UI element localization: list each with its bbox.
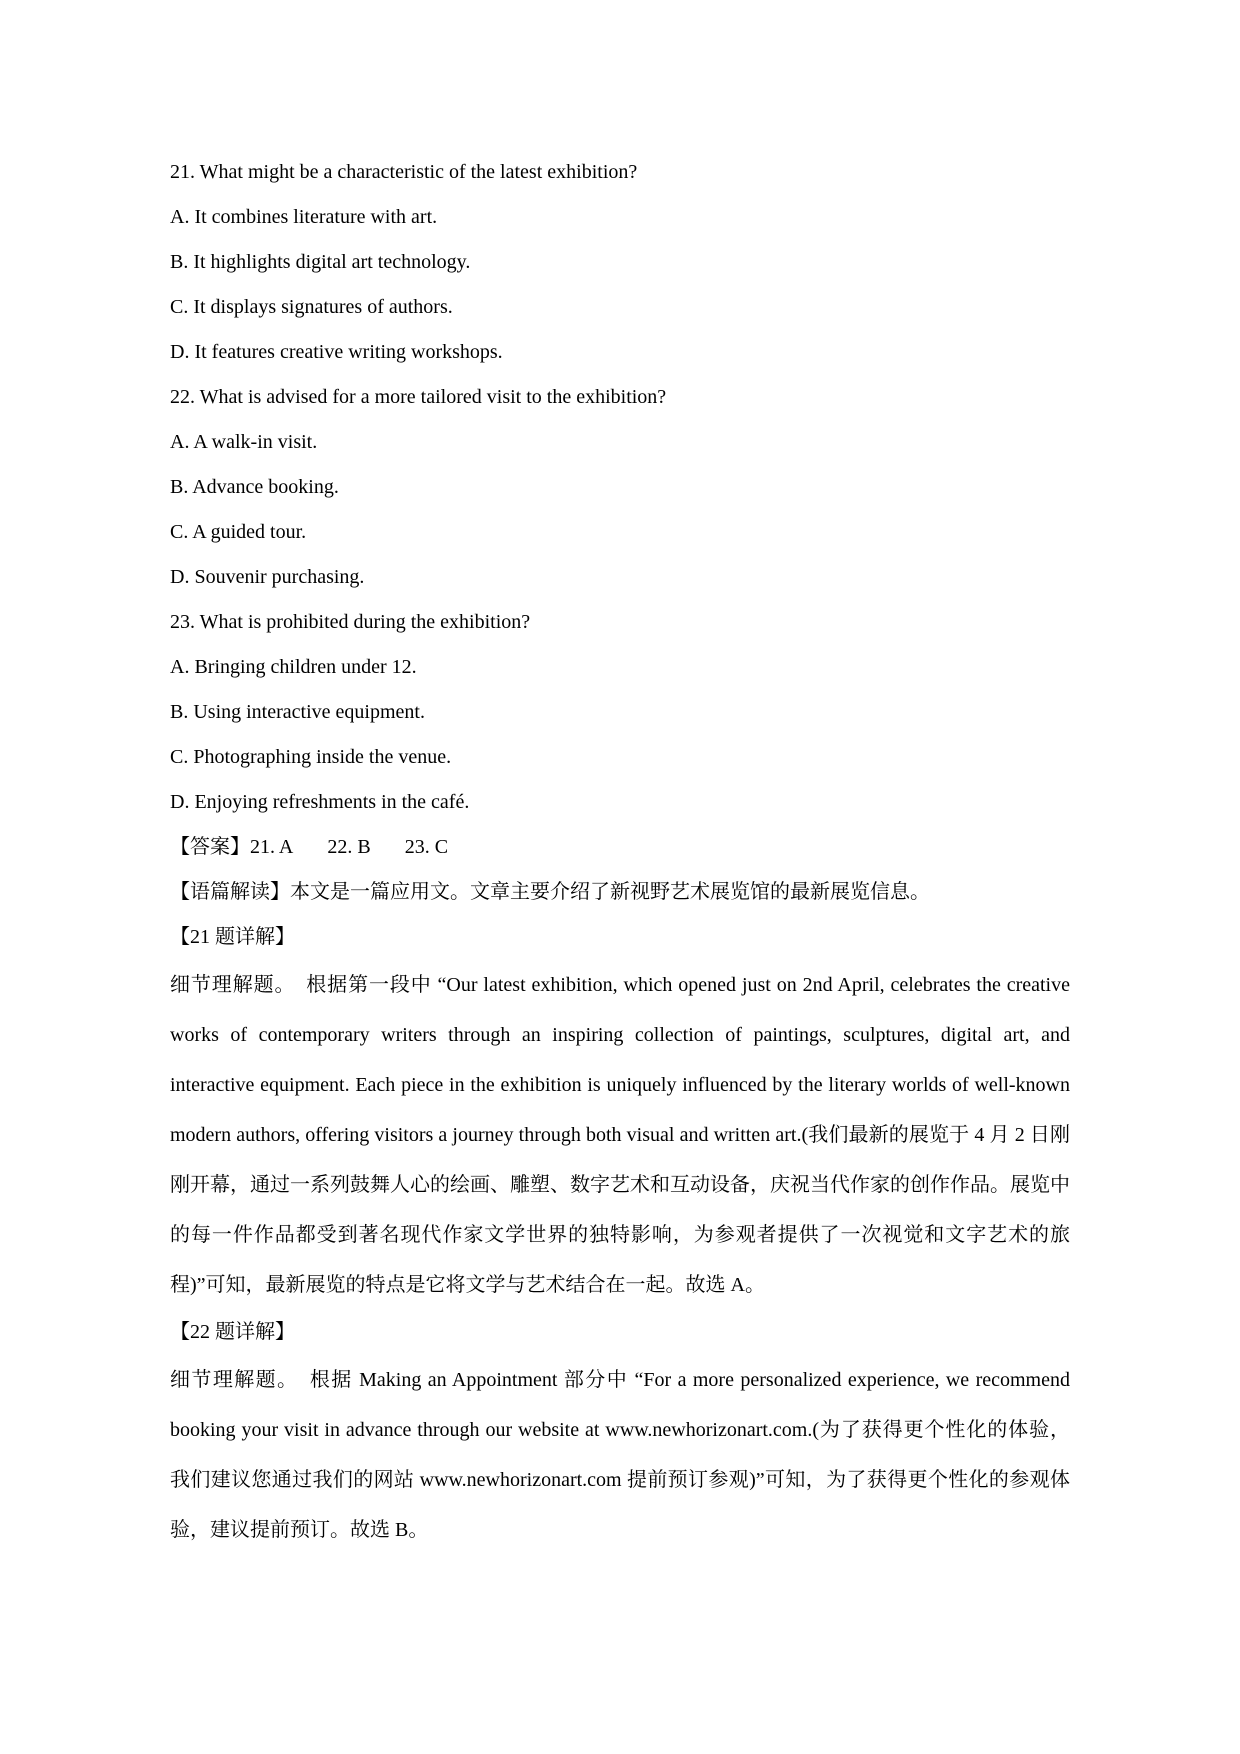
explanation-q21-section [170,915,1070,1310]
explanation-q22-heading: 【22 题详解】 [170,1321,295,1343]
explanation-q21-heading: 【21 题详解】 [170,926,295,948]
question-22-option-c: C. A guided tour. [170,521,307,543]
question-21-option-d: D. It features creative writing workshops. [170,341,503,363]
question-22-option-b: B. Advance booking. [170,476,339,498]
explanation-q21-body: 细节理解题。 根据第一段中 “Our latest exhibition, which opened just on 2nd April, celebrates the creative works of contemporary writers through an inspiring collection of paintings, sculptures, digital art, and interactive equipment. Each piece in the exhibition is uniquely influenced by the literary worlds of well-known modern authors, offering visitors a journey through both visual and written art.(我们最新的展览于 4 月 2 日刚刚开幕，通过一系列鼓舞人心的绘画、雕塑、数字艺术和互动设备，庆祝当代作家的创作作品。展览中的每一件作品都受到著名现代作家文学世界的独特影响，为参观者提供了一次视觉和文字艺术的旅程)”可知，最新展览的特点是它将文学与艺术结合在一起。故选 A。 [170,974,1070,1296]
question-23-option-d: D. Enjoying refreshments in the café. [170,791,470,813]
passage-analysis-line: 【语篇解读】本文是一篇应用文。文章主要介绍了新视野艺术展览馆的最新展览信息。 [170,881,930,903]
question-23-option-b: B. Using interactive equipment. [170,701,425,723]
reading-questions-section [170,150,1070,825]
answer-item-23: 23. C [404,836,449,858]
question-22-stem: 22. What is advised for a more tailored visit to the exhibition? [170,386,667,408]
question-21-stem: 21. What might be a characteristic of the latest exhibition? [170,161,638,183]
answer-key-label: 【答案】 [170,836,250,858]
answer-item-22: 22. B [327,836,371,858]
question-23-stem: 23. What is prohibited during the exhibition? [170,611,531,633]
answer-key-line [170,825,1070,870]
question-22-option-a: A. A walk-in visit. [170,431,318,453]
question-21-option-c: C. It displays signatures of authors. [170,296,453,318]
question-21-option-b: B. It highlights digital art technology. [170,251,471,273]
question-22-option-d: D. Souvenir purchasing. [170,566,365,588]
explanation-q22-section [170,1310,1070,1555]
answer-item-21: 21. A [250,836,294,858]
question-23-option-a: A. Bringing children under 12. [170,656,417,678]
question-21-option-a: A. It combines literature with art. [170,206,438,228]
explanation-q22-body: 细节理解题。 根据 Making an Appointment 部分中 “For a more personalized experience, we recommend booking your visit in advance through our website at www.newhorizonart.com.(为了获得更个性化的体验，我们建议您通过我们的网站 www.newhorizonart.com 提前预订参观)”可知，为了获得更个性化的参观体验，建议提前预订。故选 B。 [170,1369,1070,1541]
question-23-option-c: C. Photographing inside the venue. [170,746,452,768]
